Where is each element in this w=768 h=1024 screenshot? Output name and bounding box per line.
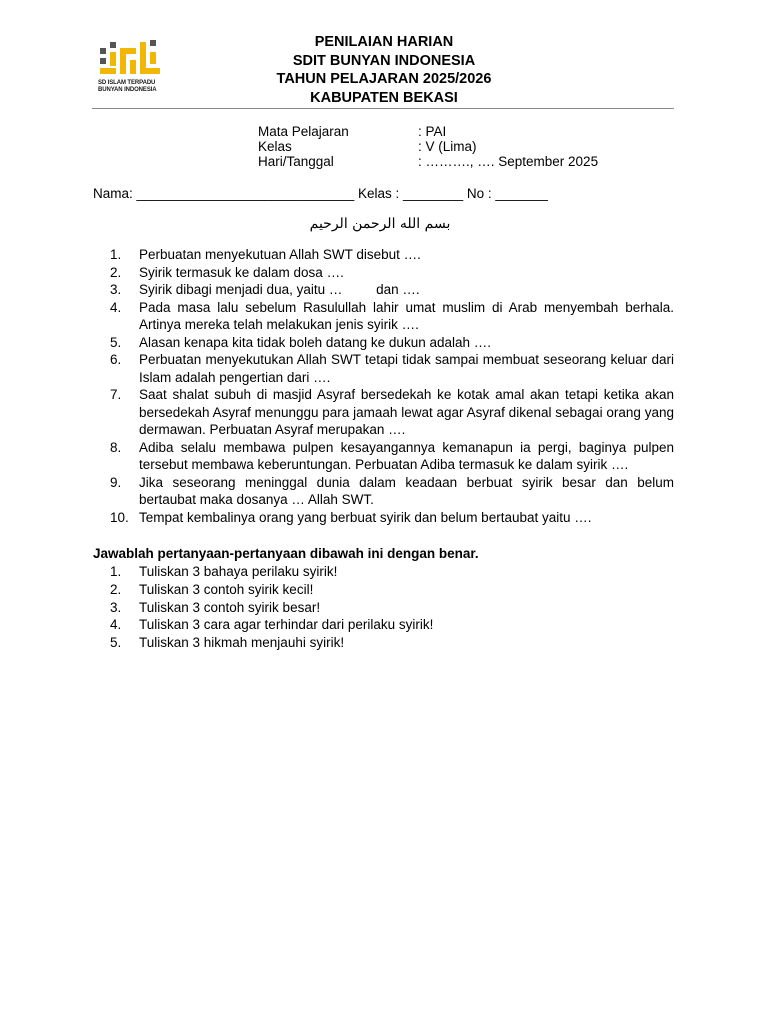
list-item	[110, 509, 674, 527]
item-text: Tuliskan 3 cara agar terhindar dari perilaku syirik!	[139, 617, 434, 633]
item-number: 5.	[110, 334, 122, 350]
school-logo	[98, 38, 164, 104]
info-label: Mata Pelajaran	[258, 124, 349, 139]
info-label: Hari/Tanggal	[258, 154, 334, 169]
item-text: Saat shalat subuh di masjid Asyraf bersedekah ke kotak amal akan tetapi ketika akan bersedekah Asyraf menunggu para jamaah lewat agar Asyraf dikenal sebagai orang yang dermawan. Perbuatan Asyraf merupakan ….	[139, 387, 674, 437]
header-region: KABUPATEN BEKASI	[310, 89, 458, 106]
info-value: : ………., …. September 2025	[418, 154, 599, 169]
item-number: 2.	[110, 581, 122, 597]
item-text: Syirik dibagi menjadi dua, yaitu … dan ….	[139, 282, 420, 297]
exam-info	[258, 124, 598, 169]
item-number: 8.	[110, 439, 122, 455]
header-year: TAHUN PELAJARAN 2025/2026	[276, 71, 492, 87]
list-item	[110, 351, 674, 386]
item-number: 3.	[110, 599, 122, 615]
list-item	[110, 616, 674, 634]
student-identity-line: Nama: _____________________________ Kelas : ________ No : _______	[93, 186, 548, 201]
item-text: Perbuatan menyekutuan Allah SWT disebut ….	[139, 247, 421, 262]
logo-caption-line1: SD ISLAM TERPADU	[98, 80, 156, 86]
document-header	[230, 33, 538, 107]
info-value: : PAI	[418, 124, 447, 139]
item-number: 4.	[110, 299, 122, 315]
item-number: 10.	[110, 509, 129, 525]
header-title: PENILAIAN HARIAN	[314, 34, 454, 50]
list-item	[110, 599, 674, 617]
list-item	[110, 281, 674, 299]
logo-caption	[98, 80, 168, 94]
info-label: Kelas	[258, 139, 292, 154]
header-divider	[92, 108, 674, 109]
item-number: 6.	[110, 352, 122, 367]
info-value: : V (Lima)	[418, 139, 477, 154]
item-text: Perbuatan menyekutukan Allah SWT tetapi tidak sampai membuat seseorang keluar dari Islam adalah pengertian dari ….	[139, 352, 674, 385]
info-row-date	[258, 154, 598, 169]
item-text: Tuliskan 3 bahaya perilaku syirik!	[139, 564, 338, 579]
item-text: Tuliskan 3 contoh syirik besar!	[139, 599, 321, 615]
list-item	[110, 563, 674, 581]
list-item	[110, 246, 674, 264]
logo-caption-line2: BUNYAN INDONESIA	[98, 87, 157, 93]
item-text: Tuliskan 3 contoh syirik kecil!	[139, 581, 314, 597]
list-item	[110, 264, 674, 282]
item-text: Alasan kenapa kita tidak boleh datang ke dukun adalah ….	[139, 334, 492, 350]
list-item	[110, 439, 674, 474]
item-number: 1.	[110, 564, 122, 579]
question-list	[110, 246, 674, 526]
info-row-subject	[258, 124, 598, 139]
item-number: 9.	[110, 474, 122, 490]
list-item	[110, 474, 674, 509]
list-item	[110, 581, 674, 599]
item-number: 1.	[110, 247, 122, 262]
header-school: SDIT BUNYAN INDONESIA	[292, 52, 476, 69]
list-item	[110, 386, 674, 439]
item-number: 2.	[110, 264, 122, 280]
item-text: Jika seseorang meninggal dunia dalam keadaan berbuat syirik besar dan belum bertaubat maka dosanya … Allah SWT.	[139, 474, 674, 507]
item-text: Adiba selalu membawa pulpen kesayangannya kemanapun ia pergi, baginya pulpen tersebut membawa keberuntungan. Perbuatan Adiba termasuk ke dalam syirik ….	[139, 439, 674, 472]
bismillah-text: بسم الله الرحمن الرحيم	[309, 216, 451, 232]
item-text: Tempat kembalinya orang yang berbuat syirik dan belum bertaubat yaitu ….	[139, 509, 592, 525]
list-item	[110, 334, 674, 352]
item-text: Tuliskan 3 hikmah menjauhi syirik!	[139, 635, 345, 651]
item-text: Syirik termasuk ke dalam dosa ….	[139, 264, 344, 280]
item-number: 4.	[110, 617, 122, 633]
essay-list	[110, 563, 674, 652]
item-number: 3.	[110, 282, 122, 297]
essay-section-title: Jawablah pertanyaan-pertanyaan dibawah ini dengan benar.	[93, 546, 479, 561]
list-item	[110, 634, 674, 652]
item-text: Pada masa lalu sebelum Rasulullah lahir umat muslim di Arab menyembah berhala. Artinya mereka telah melakukan jenis syirik ….	[139, 299, 674, 332]
logo-mark-icon	[98, 38, 164, 80]
list-item	[110, 299, 674, 334]
item-number: 7.	[110, 387, 122, 402]
info-row-class	[258, 139, 598, 154]
item-number: 5.	[110, 635, 122, 651]
